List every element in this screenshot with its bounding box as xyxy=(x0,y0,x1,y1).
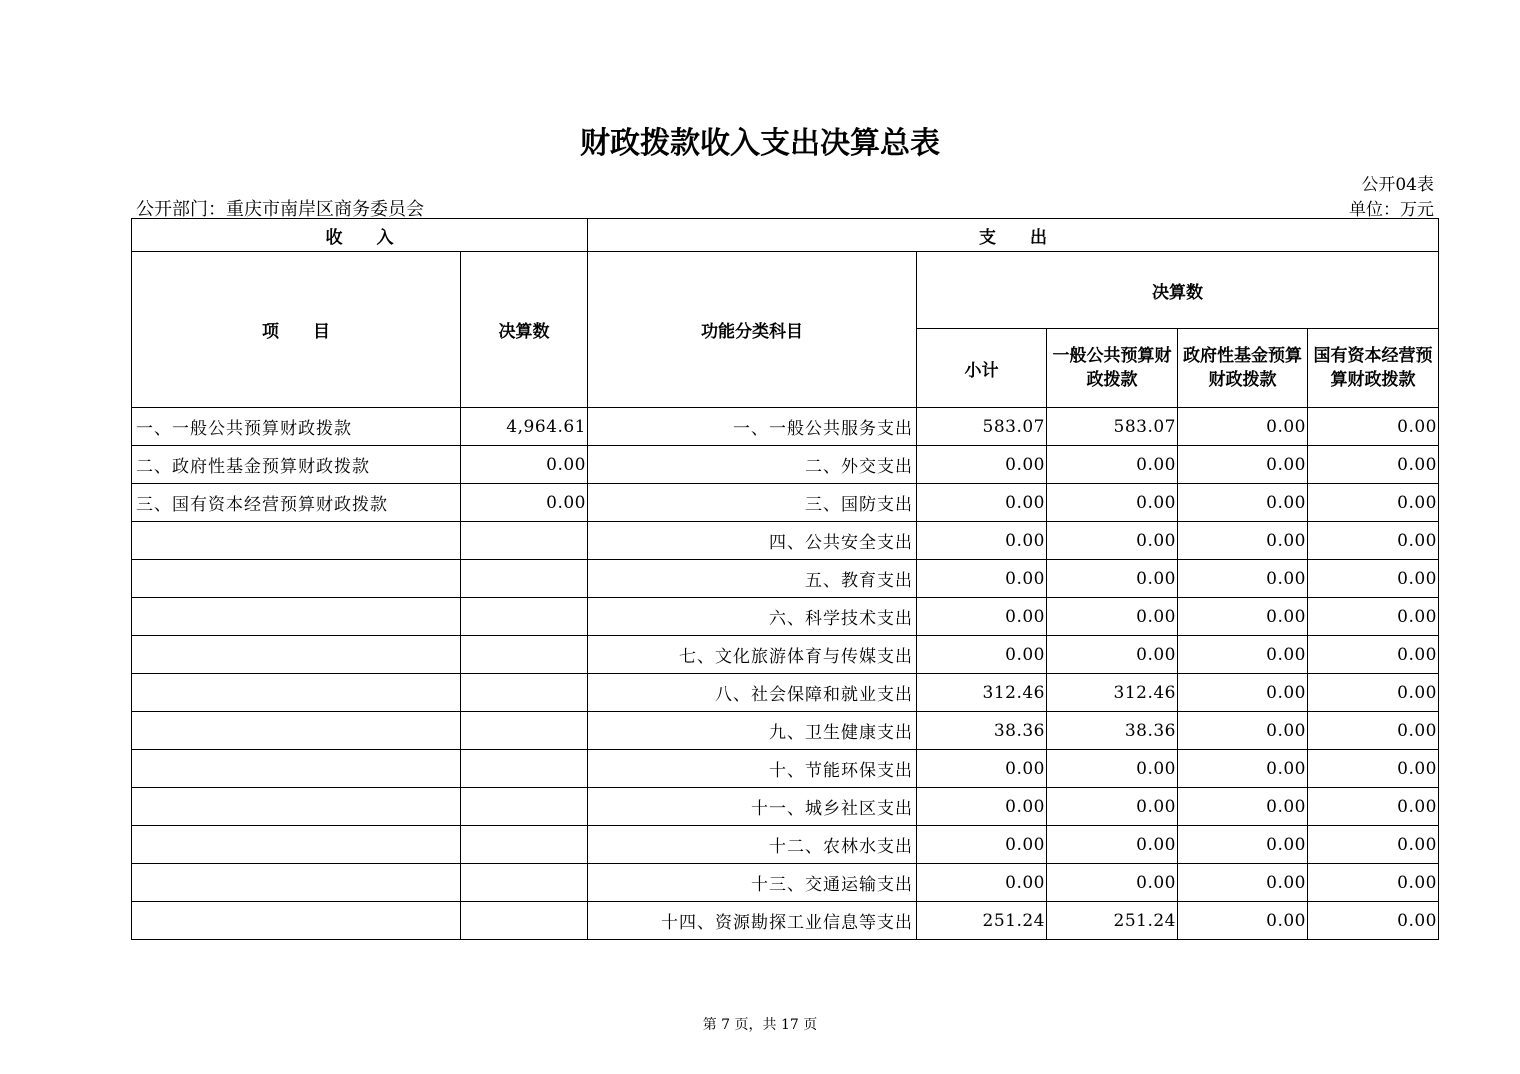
row-fund: 0.00 xyxy=(1178,446,1308,484)
table-row xyxy=(132,902,1439,940)
table-row xyxy=(132,560,1439,598)
row-item xyxy=(132,902,461,940)
row-fund: 0.00 xyxy=(1178,788,1308,826)
row-item: 三、国有资本经营预算财政拨款 xyxy=(132,484,461,522)
row-subtotal: 0.00 xyxy=(917,826,1047,864)
row-general: 251.24 xyxy=(1047,902,1178,940)
row-subtotal: 251.24 xyxy=(917,902,1047,940)
fund-budget-header: 政府性基金预算财政拨款 xyxy=(1178,329,1308,408)
table-row xyxy=(132,864,1439,902)
row-item xyxy=(132,750,461,788)
row-general: 0.00 xyxy=(1047,484,1178,522)
table-row xyxy=(132,522,1439,560)
row-general: 0.00 xyxy=(1047,788,1178,826)
row-function: 四、公共安全支出 xyxy=(588,522,917,560)
row-subtotal: 583.07 xyxy=(917,408,1047,446)
row-income xyxy=(461,864,588,902)
page-footer: 第 7 页，共 17 页 xyxy=(702,1017,818,1033)
row-income: 0.00 xyxy=(461,446,588,484)
row-capital: 0.00 xyxy=(1308,598,1439,636)
table-row xyxy=(132,408,1439,446)
row-function: 十二、农林水支出 xyxy=(588,826,917,864)
row-function: 七、文化旅游体育与传媒支出 xyxy=(588,636,917,674)
row-capital: 0.00 xyxy=(1308,636,1439,674)
row-general: 0.00 xyxy=(1047,560,1178,598)
row-fund: 0.00 xyxy=(1178,902,1308,940)
row-income xyxy=(461,598,588,636)
table-row xyxy=(132,484,1439,522)
row-fund: 0.00 xyxy=(1178,598,1308,636)
row-capital: 0.00 xyxy=(1308,522,1439,560)
row-fund: 0.00 xyxy=(1178,484,1308,522)
budget-table xyxy=(131,218,1439,940)
row-capital: 0.00 xyxy=(1308,750,1439,788)
row-capital: 0.00 xyxy=(1308,446,1439,484)
row-income xyxy=(461,826,588,864)
table-row xyxy=(132,788,1439,826)
subtotal-header: 小计 xyxy=(917,329,1047,408)
row-income xyxy=(461,522,588,560)
row-subtotal: 312.46 xyxy=(917,674,1047,712)
table-row xyxy=(132,674,1439,712)
row-capital: 0.00 xyxy=(1308,826,1439,864)
row-fund: 0.00 xyxy=(1178,826,1308,864)
row-capital: 0.00 xyxy=(1308,864,1439,902)
row-general: 0.00 xyxy=(1047,750,1178,788)
row-general: 312.46 xyxy=(1047,674,1178,712)
row-fund: 0.00 xyxy=(1178,522,1308,560)
row-function: 十三、交通运输支出 xyxy=(588,864,917,902)
row-function: 六、科学技术支出 xyxy=(588,598,917,636)
row-subtotal: 0.00 xyxy=(917,750,1047,788)
row-general: 0.00 xyxy=(1047,446,1178,484)
page-title: 财政拨款收入支出决算总表 xyxy=(580,126,940,161)
row-subtotal: 0.00 xyxy=(917,598,1047,636)
row-income: 0.00 xyxy=(461,484,588,522)
table-row xyxy=(132,750,1439,788)
row-item xyxy=(132,826,461,864)
table-row xyxy=(132,598,1439,636)
row-item xyxy=(132,864,461,902)
row-function: 三、国防支出 xyxy=(588,484,917,522)
row-function: 九、卫生健康支出 xyxy=(588,712,917,750)
row-general: 0.00 xyxy=(1047,864,1178,902)
row-item xyxy=(132,522,461,560)
row-function: 十四、资源勘探工业信息等支出 xyxy=(588,902,917,940)
capital-budget-header: 国有资本经营预算财政拨款 xyxy=(1308,329,1439,408)
row-income: 4,964.61 xyxy=(461,408,588,446)
income-header: 收 入 xyxy=(132,219,588,252)
income-amount-header: 决算数 xyxy=(461,252,588,408)
row-fund: 0.00 xyxy=(1178,408,1308,446)
row-function: 一、一般公共服务支出 xyxy=(588,408,917,446)
department-label: 公开部门：重庆市南岸区商务委员会 xyxy=(136,199,424,220)
row-general: 0.00 xyxy=(1047,826,1178,864)
unit-label: 单位：万元 xyxy=(1349,200,1434,220)
row-general: 0.00 xyxy=(1047,636,1178,674)
row-fund: 0.00 xyxy=(1178,712,1308,750)
row-capital: 0.00 xyxy=(1308,712,1439,750)
row-fund: 0.00 xyxy=(1178,750,1308,788)
table-row xyxy=(132,446,1439,484)
form-number: 公开04表 xyxy=(1361,175,1434,195)
row-item xyxy=(132,674,461,712)
expense-amount-header: 决算数 xyxy=(917,252,1439,329)
row-capital: 0.00 xyxy=(1308,484,1439,522)
row-income xyxy=(461,902,588,940)
row-general: 0.00 xyxy=(1047,522,1178,560)
row-item xyxy=(132,788,461,826)
row-subtotal: 0.00 xyxy=(917,788,1047,826)
row-income xyxy=(461,750,588,788)
row-fund: 0.00 xyxy=(1178,636,1308,674)
row-general: 0.00 xyxy=(1047,598,1178,636)
row-income xyxy=(461,674,588,712)
row-income xyxy=(461,712,588,750)
row-capital: 0.00 xyxy=(1308,674,1439,712)
row-fund: 0.00 xyxy=(1178,560,1308,598)
expense-header: 支 出 xyxy=(588,219,1439,252)
row-capital: 0.00 xyxy=(1308,408,1439,446)
row-function: 十、节能环保支出 xyxy=(588,750,917,788)
row-general: 38.36 xyxy=(1047,712,1178,750)
row-fund: 0.00 xyxy=(1178,674,1308,712)
row-subtotal: 0.00 xyxy=(917,636,1047,674)
row-general: 583.07 xyxy=(1047,408,1178,446)
row-subtotal: 0.00 xyxy=(917,522,1047,560)
row-item xyxy=(132,560,461,598)
row-function: 八、社会保障和就业支出 xyxy=(588,674,917,712)
row-fund: 0.00 xyxy=(1178,864,1308,902)
row-function: 二、外交支出 xyxy=(588,446,917,484)
row-function: 十一、城乡社区支出 xyxy=(588,788,917,826)
row-subtotal: 0.00 xyxy=(917,446,1047,484)
item-header: 项 目 xyxy=(132,252,461,408)
row-subtotal: 0.00 xyxy=(917,484,1047,522)
row-item xyxy=(132,636,461,674)
table-row xyxy=(132,636,1439,674)
row-income xyxy=(461,788,588,826)
row-income xyxy=(461,560,588,598)
row-subtotal: 38.36 xyxy=(917,712,1047,750)
row-capital: 0.00 xyxy=(1308,560,1439,598)
row-subtotal: 0.00 xyxy=(917,560,1047,598)
table-row xyxy=(132,712,1439,750)
table-row xyxy=(132,826,1439,864)
row-income xyxy=(461,636,588,674)
row-function: 五、教育支出 xyxy=(588,560,917,598)
row-capital: 0.00 xyxy=(1308,902,1439,940)
row-item xyxy=(132,598,461,636)
function-category-header: 功能分类科目 xyxy=(588,252,917,408)
row-subtotal: 0.00 xyxy=(917,864,1047,902)
row-item: 二、政府性基金预算财政拨款 xyxy=(132,446,461,484)
general-budget-header: 一般公共预算财政拨款 xyxy=(1047,329,1178,408)
row-item: 一、一般公共预算财政拨款 xyxy=(132,408,461,446)
row-capital: 0.00 xyxy=(1308,788,1439,826)
row-item xyxy=(132,712,461,750)
